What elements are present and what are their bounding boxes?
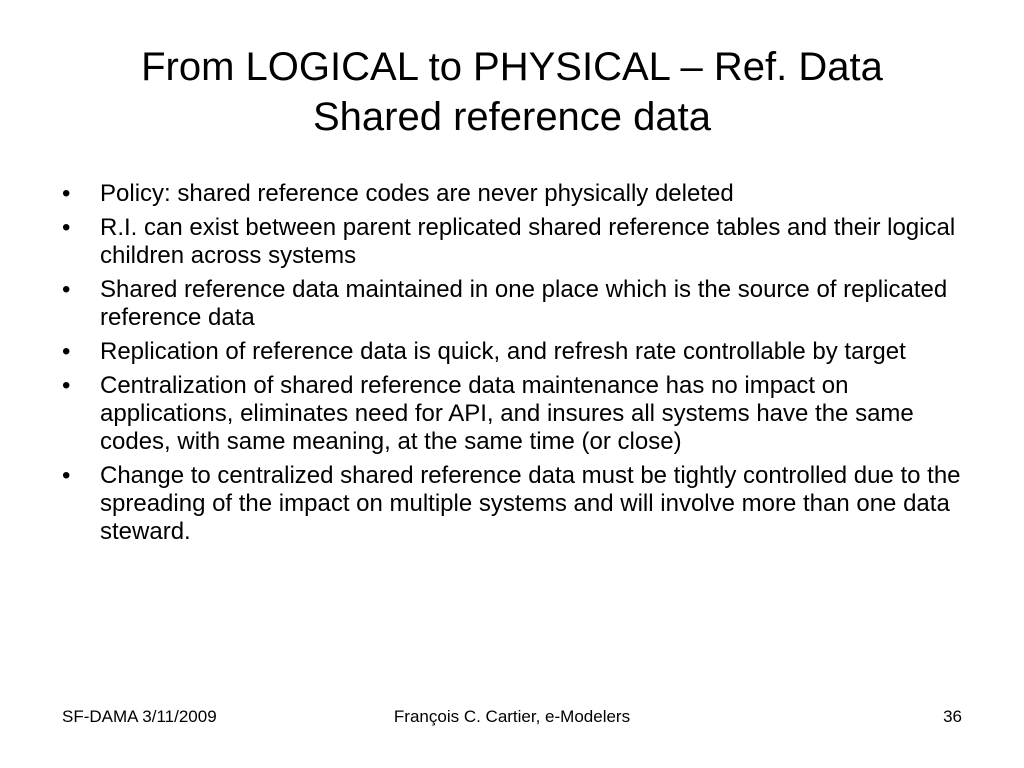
slide-title [40,42,984,142]
bullet-text: Policy: shared reference codes are never physically deleted [100,180,734,207]
bullet-point-icon: • [62,462,71,489]
bullet-item [58,338,978,366]
bullet-item [58,276,978,332]
bullet-item [58,180,978,208]
bullet-text: Centralization of shared reference data maintenance has no impact on applications, eliminates need for API, and insures all systems have the same codes, with same meaning, at the same time (or close) [100,372,914,455]
bullet-text: Replication of reference data is quick, and refresh rate controllable by target [100,338,906,365]
bullet-item [58,214,978,270]
bullet-point-icon: • [62,372,71,399]
bullet-point-icon: • [62,338,71,365]
bullet-list [58,180,978,552]
bullet-point-icon: • [62,180,71,207]
bullet-point-icon: • [62,214,71,241]
page-number: 36 [943,707,962,726]
bullet-item [58,372,978,456]
bullet-text: Change to centralized shared reference data must be tightly controlled due to the spreading of the impact on multiple systems and will involve more than one data steward. [100,462,961,545]
bullet-text: R.I. can exist between parent replicated shared reference tables and their logical children across systems [100,214,956,269]
slide-title-line-2: Shared reference data [312,95,712,139]
bullet-item [58,462,978,546]
bullet-point-icon: • [62,276,71,303]
slide-title-line-1: From LOGICAL to PHYSICAL – Ref. Data [141,45,883,89]
bullet-text: Shared reference data maintained in one place which is the source of replicated reference data [100,276,948,331]
footer-event-date: SF-DAMA 3/11/2009 [62,707,217,726]
footer-author: François C. Cartier, e-Modelers [393,707,631,726]
